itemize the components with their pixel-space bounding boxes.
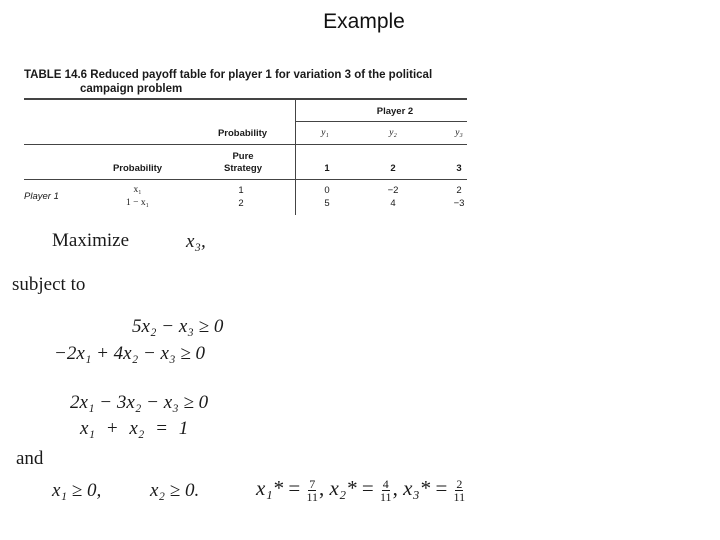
table-pure-row2: 2 <box>238 198 244 209</box>
nonneg-constraint-1: x₁ ≥ 0, <box>52 480 102 501</box>
constraint-4: x₁ + x₂ = 1 <box>80 418 189 439</box>
constraint-3: 2x₁ − 3x₂ − x₃ ≥ 0 <box>70 392 209 413</box>
table-top-rule <box>24 98 467 100</box>
table-probability-row1: x₁ <box>133 185 142 195</box>
table-payoff-r1c1: 0 <box>324 185 330 196</box>
subject-to-label: subject to <box>12 274 86 295</box>
table-col-number-2: 2 <box>390 163 396 174</box>
table-pure-header-line2: Strategy <box>223 163 262 174</box>
solution-x1-label: x₁* <box>256 476 284 500</box>
table-caption-line1: Reduced payoff table for player 1 for variation 3 of the political <box>90 69 433 81</box>
table-payoff-r2c1: 5 <box>324 198 330 209</box>
table-payoff-r1c3: 2 <box>456 185 462 196</box>
and-label: and <box>16 448 44 469</box>
table-y3-header: y₃ <box>455 128 463 138</box>
table-probability-header-top: Probability <box>217 128 268 139</box>
solution-x2-label: x₂* <box>329 476 357 500</box>
table-payoff-r1c2: −2 <box>387 185 399 196</box>
table-caption-line2: campaign problem <box>80 83 183 95</box>
maximize-label: Maximize <box>52 230 130 251</box>
solution-x3-numerator: 2 <box>456 476 463 491</box>
table-payoff-r2c3: −3 <box>453 198 465 209</box>
solution-x3-fraction <box>454 478 466 503</box>
table-probability-header-left: Probability <box>112 163 163 174</box>
table-payoff-r2c2: 4 <box>390 198 396 209</box>
optimal-solution: x₁* = $\frac{7}{11}$ , x₂* = $\frac{4}{11}$ , x₃* = $\frac{2}{11}$ <box>256 476 466 504</box>
table-col-number-3: 3 <box>456 163 462 174</box>
constraint-1: 5x₂ − x₃ ≥ 0 <box>132 316 224 337</box>
table-pure-row1: 1 <box>238 185 244 196</box>
solution-x2-numerator: 4 <box>382 476 389 491</box>
table-divider <box>295 100 296 215</box>
constraint-2: −2x₁ + 4x₂ − x₃ ≥ 0 <box>54 343 206 364</box>
table-player2-rule <box>296 121 467 122</box>
solution-x2-fraction <box>380 478 392 503</box>
table-caption <box>24 68 432 96</box>
solution-x3-label: x₃* <box>403 476 431 500</box>
table-y2-header: y₂ <box>389 128 397 138</box>
table-player2-header: Player 2 <box>376 106 414 117</box>
table-col-number-1: 1 <box>324 163 330 174</box>
table-body-rule <box>24 179 467 180</box>
table-player1-label: Player 1 <box>24 191 59 202</box>
table-header-rule <box>24 144 467 145</box>
solution-x1-denominator: 11 <box>306 489 319 504</box>
objective-variable: x₃, <box>186 231 206 252</box>
table-caption-label: TABLE 14.6 <box>24 69 88 81</box>
solution-x2-denominator: 11 <box>380 489 392 504</box>
table-probability-row2: 1 − x₁ <box>126 198 149 208</box>
table-y1-header: y₁ <box>321 128 329 138</box>
table-pure-header-line1: Pure <box>232 151 254 162</box>
solution-x1-fraction <box>306 478 318 503</box>
solution-x1-numerator: 7 <box>309 476 316 491</box>
nonneg-constraint-2: x₂ ≥ 0. <box>150 480 200 501</box>
slide-title: Example <box>323 10 405 33</box>
solution-x3-denominator: 11 <box>453 489 466 504</box>
